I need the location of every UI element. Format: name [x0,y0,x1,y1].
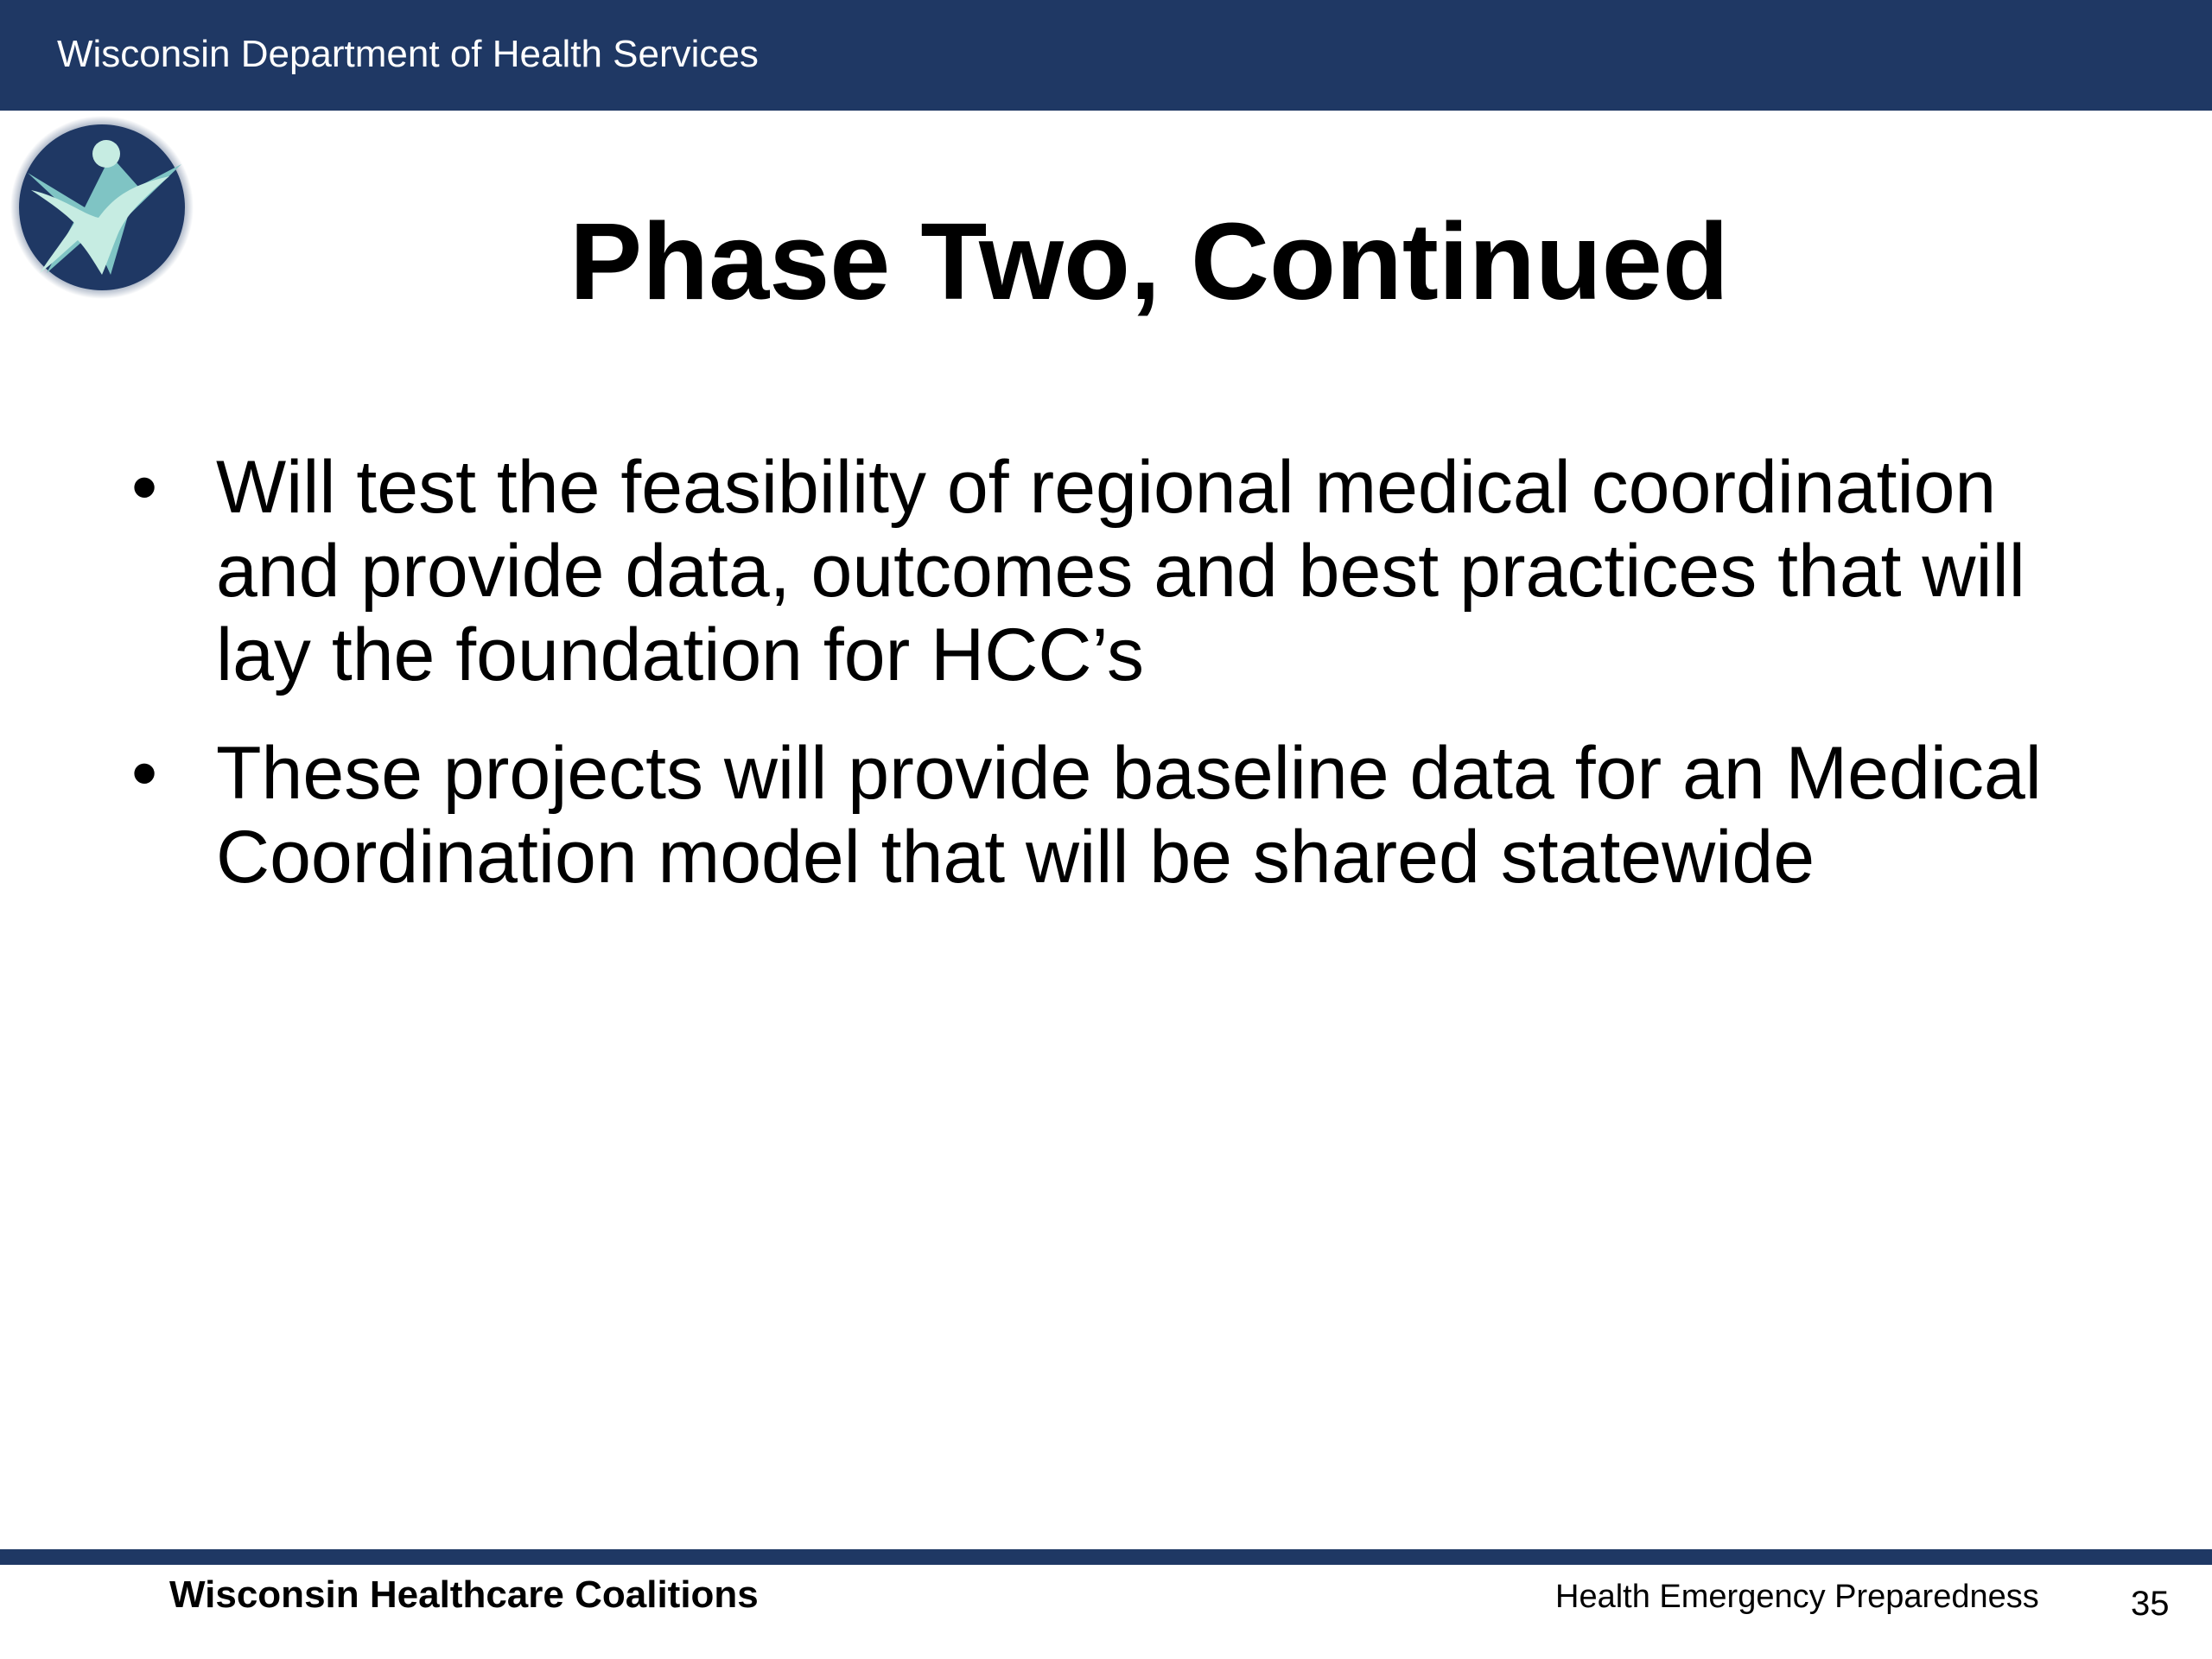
footer-coalitions-label: Wisconsin Healthcare Coalitions [169,1573,759,1616]
bullet-dot-icon: • [131,732,158,815]
header-bar [0,0,2212,111]
bullet-text: These projects will provide baseline data for an Medical Coordination model that will be shared statewide [216,732,2042,899]
bullet-list [130,446,2117,934]
page-number: 35 [2131,1585,2170,1623]
bullet-item [130,446,2117,697]
footer-program-label: Health Emergency Preparedness [1555,1579,2039,1615]
slide-title: Phase Two, Continued [569,200,1729,322]
bullet-text: Will test the feasibility of regional medical coordination and provide data, outcomes and best practices that will lay the foundation for HCC’s [216,446,2025,696]
dhs-person-logo-icon [9,114,195,301]
footer-divider [0,1549,2212,1565]
organization-name: Wisconsin Department of Health Services [57,33,759,75]
bullet-dot-icon: • [131,446,158,529]
bullet-item [130,732,2117,899]
